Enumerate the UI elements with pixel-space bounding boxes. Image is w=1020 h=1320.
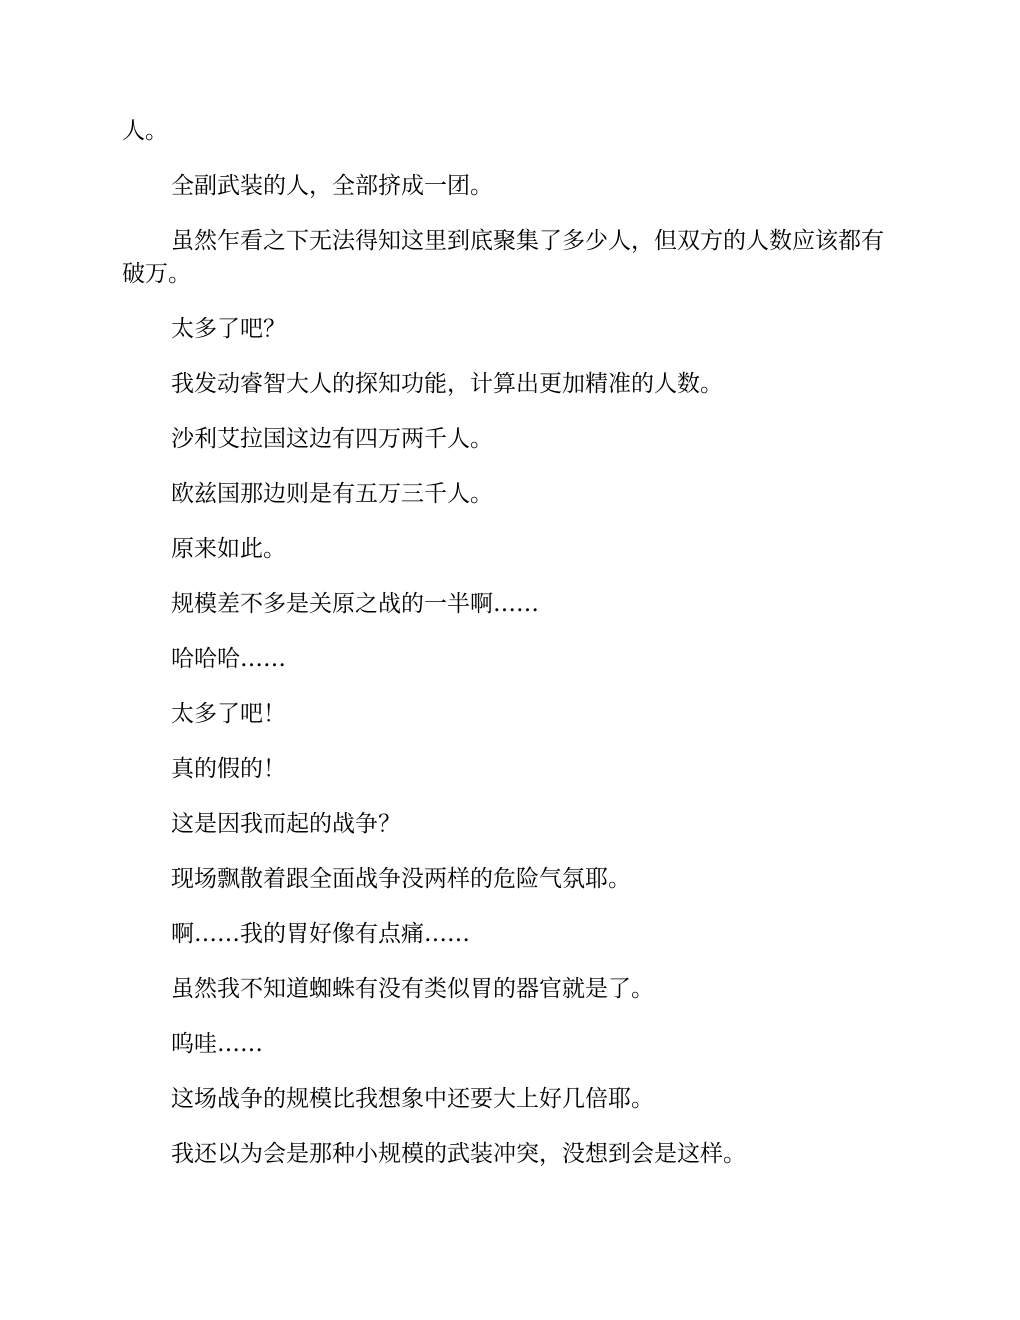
paragraph: 呜哇…… xyxy=(171,1031,263,1057)
paragraph: 这场战争的规模比我想象中还要大上好几倍耶。 xyxy=(171,1086,654,1112)
paragraph: 哈哈哈…… xyxy=(171,646,286,672)
paragraph: 原来如此。 xyxy=(171,536,286,562)
paragraph: 太多了吧？ xyxy=(171,316,286,342)
paragraph: 沙利艾拉国这边有四万两千人。 xyxy=(171,426,493,452)
paragraph: 太多了吧！ xyxy=(171,701,286,727)
paragraph: 规模差不多是关原之战的一半啊…… xyxy=(171,591,539,617)
paragraph: 全副武装的人，全部挤成一团。 xyxy=(171,173,493,199)
paragraph: 我发动睿智大人的探知功能，计算出更加精准的人数。 xyxy=(171,371,723,397)
paragraph: 我还以为会是那种小规模的武装冲突，没想到会是这样。 xyxy=(171,1141,746,1167)
paragraph: 虽然我不知道蜘蛛有没有类似胃的器官就是了。 xyxy=(171,976,654,1002)
paragraph: 欧兹国那边则是有五万三千人。 xyxy=(171,481,493,507)
document-page xyxy=(122,115,902,1193)
paragraph: 人。 xyxy=(122,118,168,144)
paragraph: 虽然乍看之下无法得知这里到底聚集了多少人，但双方的人数应该都有破万。 xyxy=(122,228,884,287)
paragraph: 这是因我而起的战争？ xyxy=(171,811,401,837)
paragraph: 真的假的！ xyxy=(171,756,286,782)
paragraph: 啊……我的胃好像有点痛…… xyxy=(171,921,470,947)
paragraph: 现场飘散着跟全面战争没两样的危险气氛耶。 xyxy=(171,866,631,892)
